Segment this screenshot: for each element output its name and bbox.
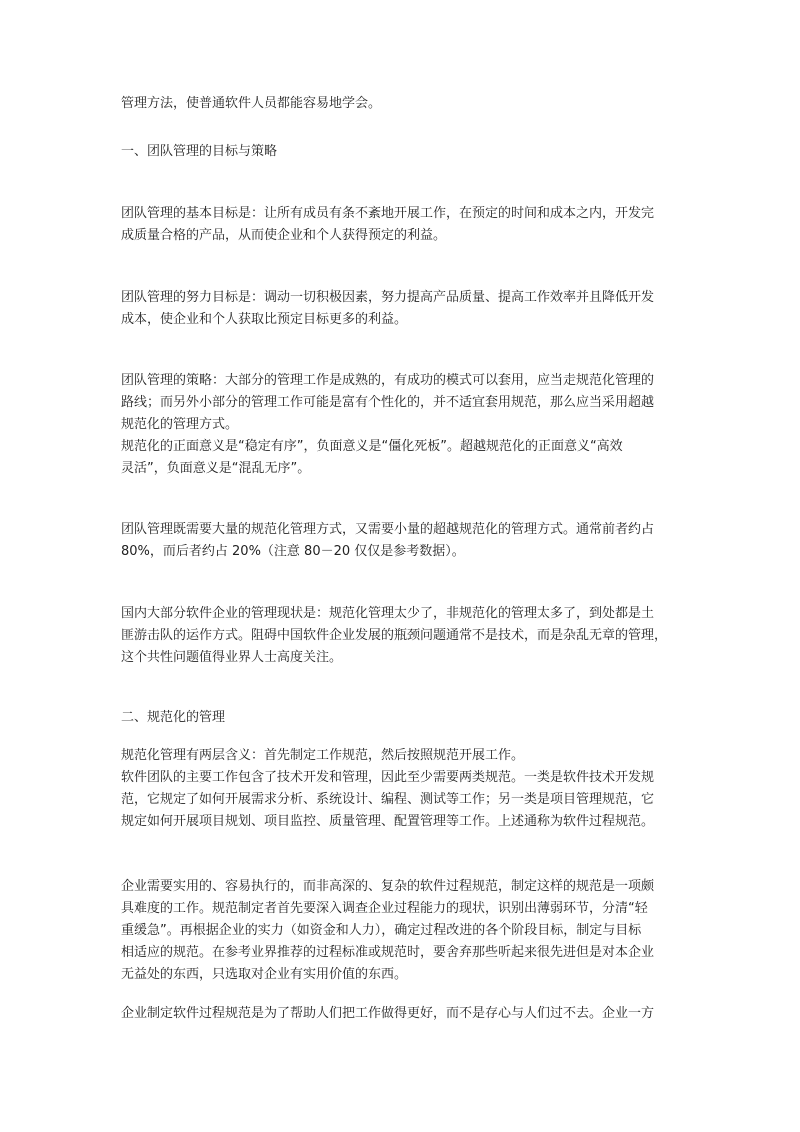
text-line: 国内大部分软件企业的管理现状是：规范化管理太少了，非规范化的管理太多了，到处都是土: [121, 606, 655, 621]
text-line: 企业制定软件过程规范是为了帮助人们把工作做得更好，而不是存心与人们过不去。企业一方: [121, 1006, 655, 1021]
text-line: 软件团队的主要工作包含了技术开发和管理，因此至少需要两类规范。一类是软件技术开发规: [121, 770, 655, 785]
text-line: 成本，使企业和个人获取比预定目标更多的利益。: [121, 312, 408, 327]
text-line: 规范化的正面意义是“稳定有序”，负面意义是“僵化死板”。超越规范化的正面意义“高效: [121, 439, 623, 454]
text-line: 规范化管理有两层含义：首先制定工作规范，然后按照规范开展工作。: [121, 748, 525, 763]
text-line: 范，它规定了如何开展需求分析、系统设计、编程、测试等工作；另一类是项目管理规范，它: [121, 792, 655, 807]
text-line: 匪游击队的运作方式。阻碍中国软件企业发展的瓶颈问题通常不是技术，而是杂乱无章的管理，: [121, 628, 668, 643]
paragraph-ratio: [121, 519, 681, 563]
section2-heading: 二、规范化的管理: [121, 710, 226, 725]
text-line: 团队管理的基本目标是：让所有成员有条不紊地开展工作，在预定的时间和成本之内，开发完: [121, 206, 655, 221]
text-line: 团队管理的策略：大部分的管理工作是成熟的，有成功的模式可以套用，应当走规范化管理的: [121, 373, 655, 388]
text-line: 团队管理既需要大量的规范化管理方式，又需要小量的超越规范化的管理方式。通常前者约占: [121, 522, 655, 537]
text-line: 重缓急”。再根据企业的实力（如资金和人力），确定过程改进的各个阶段目标，制定与目标: [121, 923, 642, 938]
text-line: 规范化的管理方式。: [121, 417, 239, 432]
section1-heading: 一、团队管理的目标与策略: [121, 144, 278, 159]
paragraph-purpose: [121, 1003, 681, 1025]
paragraph-strategy: [121, 370, 681, 480]
paragraph-basic-goal: [121, 203, 681, 247]
text-line: 团队管理的努力目标是：调动一切积极因素，努力提高产品质量、提高工作效率并且降低开发: [121, 290, 655, 305]
text-line: 灵活”，负面意义是“混乱无序”。: [121, 461, 311, 476]
intro-line: 管理方法，使普通软件人员都能容易地学会。: [121, 96, 382, 111]
text-line: 具难度的工作。规范制定者首先要深入调查企业过程能力的现状，识别出薄弱环节，分清“轻: [121, 901, 648, 916]
paragraph-practical: [121, 876, 681, 986]
text-line: 这个共性问题值得业界人士高度关注。: [121, 650, 343, 665]
text-line: 规定如何开展项目规划、项目监控、质量管理、配置管理等工作。上述通称为软件过程规范。: [121, 814, 655, 829]
text-line: 成质量合格的产品，从而使企业和个人获得预定的利益。: [121, 228, 447, 243]
paragraph-meaning: [121, 745, 681, 833]
text-line: 相适应的规范。在参考业界推荐的过程标准或规范时，要舍弃那些听起来很先进但是对本企业: [121, 945, 655, 960]
text-line: 80%，而后者约占 20%（注意 80－20 仅仅是参考数据）。: [121, 544, 465, 559]
paragraph-effort-goal: [121, 287, 681, 331]
text-line: 无益处的东西，只选取对企业有实用价值的东西。: [121, 967, 408, 982]
text-line: 企业需要实用的、容易执行的，而非高深的、复杂的软件过程规范，制定这样的规范是一项颇: [121, 879, 655, 894]
text-line: 路线；而另外小部分的管理工作可能是富有个性化的，并不适宜套用规范，那么应当采用超越: [121, 395, 655, 410]
paragraph-status: [121, 603, 681, 669]
